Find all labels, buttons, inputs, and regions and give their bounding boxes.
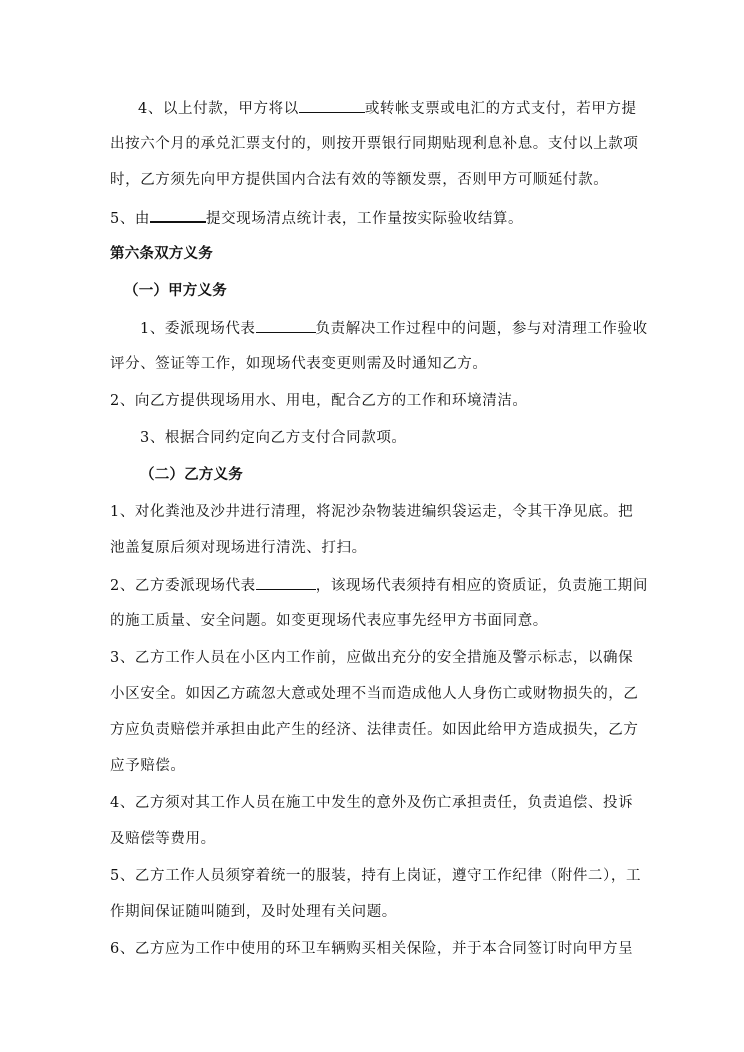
party-b-item-5-line-1: 5、乙方工作人员须穿着统一的服装，持有上岗证，遵守工作纪律（附件二），工 bbox=[110, 868, 642, 884]
party-b-item-4-line-2: 及赔偿等费用。 bbox=[110, 831, 216, 847]
clause-4-text-a: 4、以上付款，甲方将以 bbox=[138, 101, 299, 117]
party-b-item-1-line-2: 池盖复原后须对现场进行清洗、打扫。 bbox=[110, 540, 367, 556]
party-b-item-2-line-2: 的施工质量、安全问题。如变更现场代表应事先经甲方书面同意。 bbox=[110, 613, 548, 629]
party-a-heading: （一）甲方义务 bbox=[124, 282, 227, 299]
party-a-item-1-text-a: 1、委派现场代表 bbox=[140, 321, 256, 337]
party-b-item-3-line-3: 方应负责赔偿并承担由此产生的经济、法律责任。如因此给甲方造成损失，乙方 bbox=[110, 722, 639, 738]
clause-4-text-b: 或转帐支票或电汇的方式支付，若甲方提 bbox=[364, 101, 637, 117]
party-a-item-1-line-2: 评分、签证等工作，如现场代表变更则需及时通知乙方。 bbox=[110, 356, 488, 372]
party-b-item-1-line-1: 1、对化粪池及沙井进行清理，将泥沙杂物装进编织袋运走，令其干净见底。把 bbox=[110, 504, 634, 520]
payment-method-blank[interactable] bbox=[299, 98, 365, 113]
clause-5-text-a: 5、由 bbox=[110, 211, 151, 227]
party-b-representative-blank[interactable] bbox=[256, 575, 316, 590]
party-b-item-2-text-a: 2、乙方委派现场代表 bbox=[110, 578, 256, 594]
party-a-item-3: 3、根据合同约定向乙方支付合同款项。 bbox=[140, 430, 407, 446]
party-b-item-3-line-1: 3、乙方工作人员在小区内工作前，应做出充分的安全措施及警示标志，以确保 bbox=[110, 650, 634, 666]
submitter-blank[interactable] bbox=[150, 207, 206, 223]
clause-5-line bbox=[110, 207, 640, 229]
clause-4-line-1 bbox=[138, 98, 668, 119]
party-a-item-2: 2、向乙方提供现场用水、用电，配合乙方的工作和环境清洁。 bbox=[110, 393, 528, 409]
party-b-item-2-text-b: ，该现场代表须持有相应的资质证，负责施工期间 bbox=[315, 578, 648, 594]
party-b-item-4-line-1: 4、乙方须对其工作人员在施工中发生的意外及伤亡承担责任，负责追偿、投诉 bbox=[110, 795, 634, 811]
party-b-item-3-line-4: 应予赔偿。 bbox=[110, 758, 186, 774]
party-b-item-2-line-1 bbox=[110, 575, 648, 596]
clause-4-line-3: 时，乙方须先向甲方提供国内合法有效的等额发票，否则甲方可顺延付款。 bbox=[110, 172, 609, 188]
party-b-heading: （二）乙方义务 bbox=[140, 466, 243, 483]
party-a-item-1-text-b: 负责解决工作过程中的问题，参与对清理工作验收 bbox=[315, 321, 648, 337]
party-a-representative-blank[interactable] bbox=[256, 318, 316, 333]
party-a-item-1-line-1 bbox=[140, 318, 670, 339]
clause-4-line-2: 出按六个月的承兑汇票支付的，则按开票银行同期贴现利息补息。支付以上款项 bbox=[110, 136, 639, 152]
party-b-item-5-line-2: 作期间保证随叫随到，及时处理有关问题。 bbox=[110, 904, 397, 920]
party-b-item-6-line-1: 6、乙方应为工作中使用的环卫车辆购买相关保险，并于本合同签订时向甲方呈 bbox=[110, 941, 634, 957]
party-b-item-3-line-2: 小区安全。如因乙方疏忽大意或处理不当而造成他人人身伤亡或财物损失的，乙 bbox=[110, 686, 639, 702]
article-6-heading: 第六条双方义务 bbox=[110, 245, 213, 262]
clause-5-text-b: 提交现场清点统计表，工作量按实际验收结算。 bbox=[206, 211, 524, 227]
